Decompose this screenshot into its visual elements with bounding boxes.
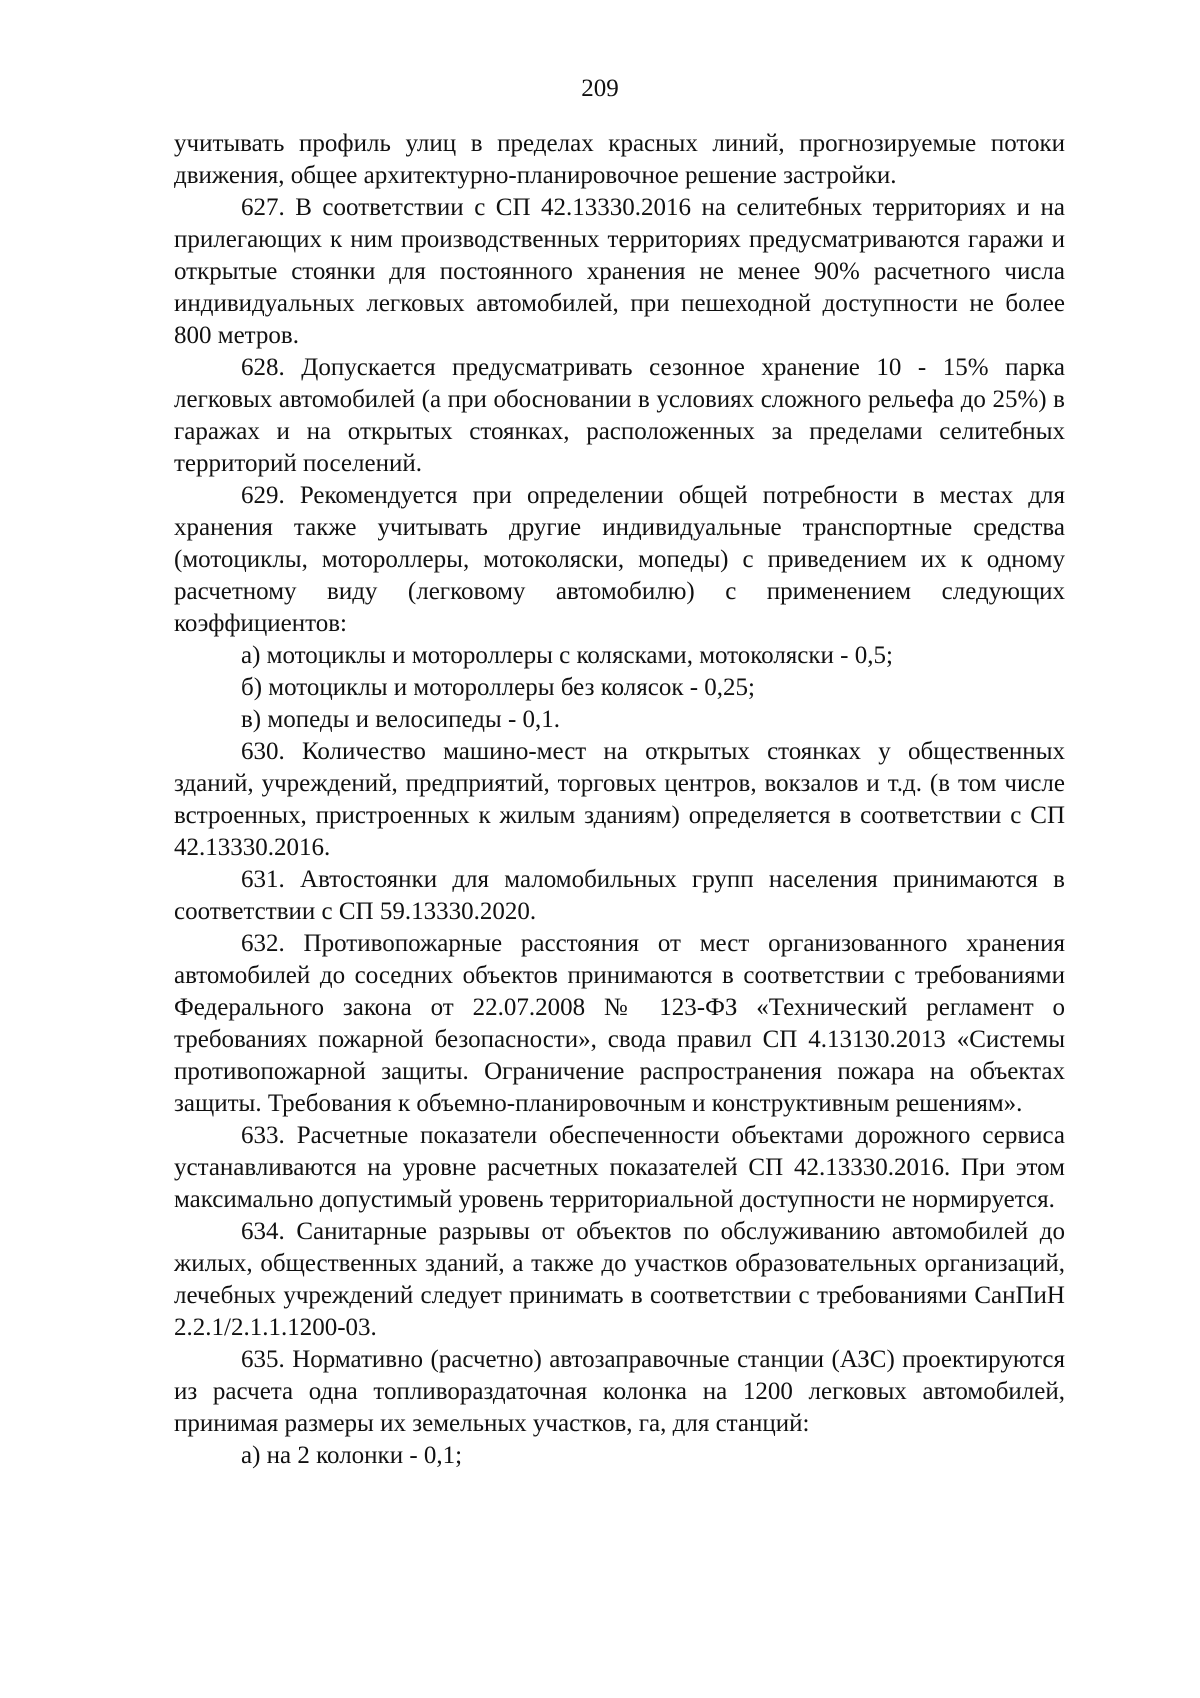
paragraph-634: 634. Санитарные разрывы от объектов по обслуживанию автомобилей до жилых, общественных зданий, а также до участков образовательных организаций, лечебных учреждений следует принимать в соответствии с требованиями СанПиН 2.2.1/2.1.1.1200-03. (174, 1218, 1065, 1341)
paragraph-628: 628. Допускается предусматривать сезонное хранение 10 - 15% парка легковых автомобилей (а при обосновании в условиях сложного рельефа до 25%) в гаражах и на открытых стоянках, расположенных за пределами селитебных территорий поселений. (174, 354, 1065, 477)
paragraph-629: 629. Рекомендуется при определении общей потребности в местах для хранения также учитывать другие индивидуальные транспортные средства (мотоциклы, мотороллеры, мотоколяски, мопеды) с приведением их к одному расчетному виду (легковому автомобилю) с применением следующих коэффициентов: (174, 482, 1065, 637)
paragraph-632: 632. Противопожарные расстояния от мест организованного хранения автомобилей до соседних объектов принимаются в соответствии с требованиями Федерального закона от 22.07.2008 № 123-ФЗ «Технический регламент о требованиях пожарной безопасности», свода правил СП 4.13130.2013 «Системы противопожарной защиты. Ограничение распространения пожара на объектах защиты. Требования к объемно-планировочным и конструктивным решениям». (174, 930, 1065, 1117)
list-item-v: в) мопеды и велосипеды - 0,1. (241, 706, 561, 733)
paragraph-630: 630. Количество машино-мест на открытых стоянках у общественных зданий, учреждений, предприятий, торговых центров, вокзалов и т.д. (в том числе встроенных, пристроенных к жилым зданиям) определяется в соответствии с СП 42.13330.2016. (174, 738, 1065, 861)
body-text (174, 128, 1065, 1472)
list-item-a-2: а) на 2 колонки - 0,1; (241, 1442, 463, 1469)
paragraph-635: 635. Нормативно (расчетно) автозаправочные станции (АЗС) проектируются из расчета одна топливораздаточная колонка на 1200 легковых автомобилей, принимая размеры их земельных участков, га, для станций: (174, 1346, 1065, 1437)
paragraph-continuation: учитывать профиль улиц в пределах красных линий, прогнозируемые потоки движения, общее архитектурно-планировочное решение застройки. (174, 130, 1065, 189)
paragraph-631: 631. Автостоянки для маломобильных групп населения принимаются в соответствии с СП 59.13330.2020. (174, 866, 1065, 925)
paragraph-633: 633. Расчетные показатели обеспеченности объектами дорожного сервиса устанавливаются на уровне расчетных показателей СП 42.13330.2016. При этом максимально допустимый уровень территориальной доступности не нормируется. (174, 1122, 1065, 1213)
paragraph-627: 627. В соответствии с СП 42.13330.2016 на селитебных территориях и на прилегающих к ним производственных территориях предусматриваются гаражи и открытые стоянки для постоянного хранения не менее 90% расчетного числа индивидуальных легковых автомобилей, при пешеходной доступности не более 800 метров. (174, 194, 1065, 349)
list-item-a: а) мотоциклы и мотороллеры с колясками, мотоколяски - 0,5; (241, 642, 893, 669)
page-number: 209 (581, 75, 619, 102)
list-item-b: б) мотоциклы и мотороллеры без колясок - 0,25; (241, 674, 755, 701)
